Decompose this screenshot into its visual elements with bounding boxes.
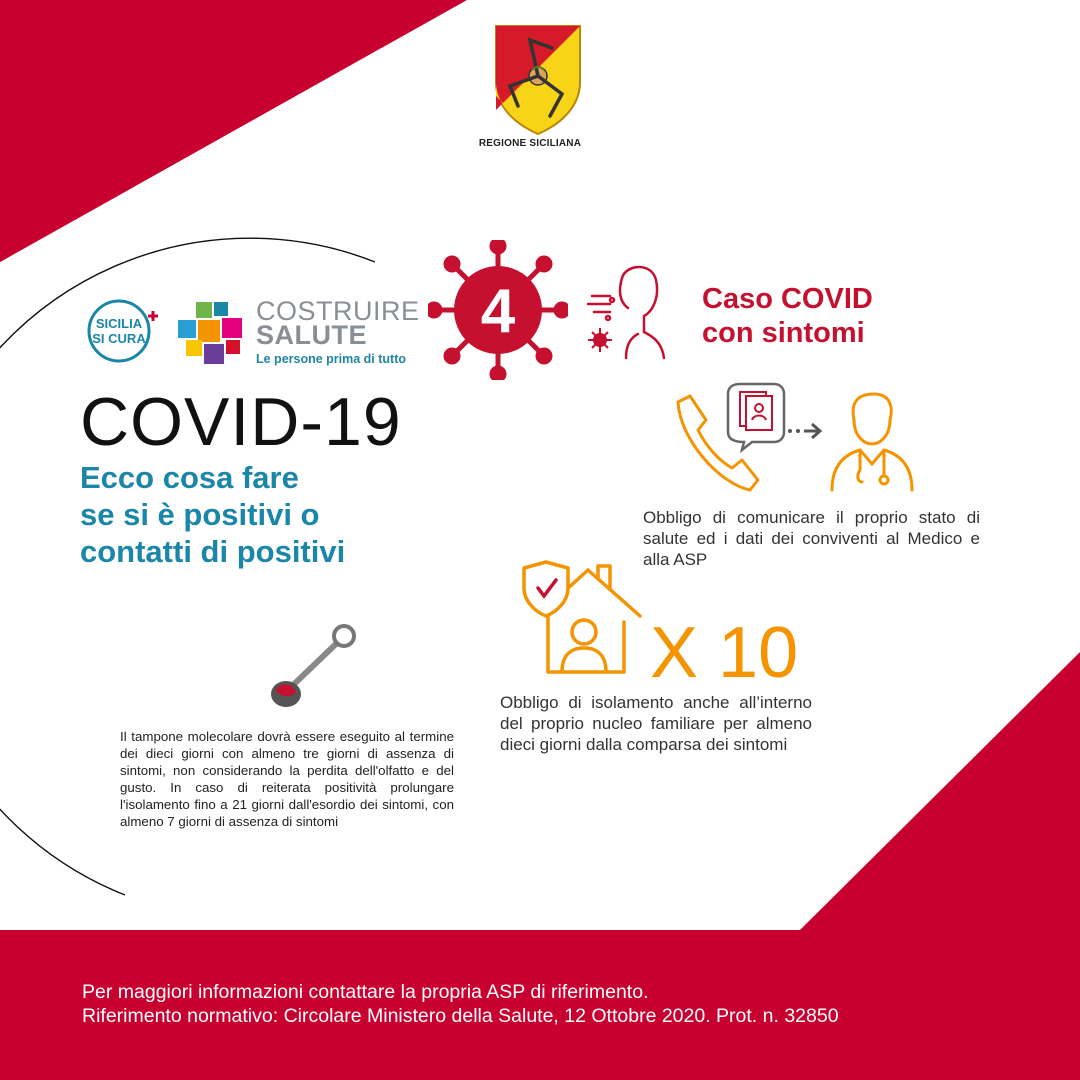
case-title bbox=[702, 282, 873, 350]
subtitle-line-1: Ecco cosa fare bbox=[80, 460, 299, 495]
footer-info-line: Per maggiori informazioni contattare la propria ASP di riferimento. bbox=[82, 981, 649, 1003]
virus-icon bbox=[428, 240, 568, 380]
step-number: 4 bbox=[480, 277, 516, 346]
subtitle-line-3: contatti di positivi bbox=[80, 534, 346, 569]
swab-icon bbox=[262, 620, 362, 716]
costruire-text: COSTRUIRE bbox=[256, 296, 420, 326]
home-isolation-icon bbox=[518, 558, 644, 682]
costruire-tagline: Le persone prima di tutto bbox=[256, 352, 407, 366]
costruire-salute-cubes-icon bbox=[176, 300, 248, 368]
call-doctor-illustration bbox=[662, 380, 922, 496]
coughing-person-icon bbox=[582, 258, 674, 362]
isolation-days-multiplier: X 10 bbox=[650, 613, 799, 693]
arrow-right-icon bbox=[788, 424, 820, 438]
salute-text: SALUTE bbox=[256, 320, 367, 350]
sicilia-si-cura-badge-icon bbox=[86, 298, 164, 364]
case-title-line-1: Caso COVID bbox=[702, 283, 873, 315]
footer-reference-line: Riferimento normativo: Circolare Ministero della Salute, 12 Ottobre 2020. Prot. n. 32850 bbox=[82, 1005, 839, 1027]
region-label: REGIONE SICILIANA bbox=[478, 138, 582, 149]
subtitle-line-2: se si è positivi o bbox=[80, 497, 320, 532]
page-title: COVID-19 bbox=[80, 384, 402, 460]
case-title-line-2: con sintomi bbox=[702, 317, 865, 349]
obligation-isolation-text: Obbligo di isolamento anche all’interno del proprio nucleo familiare per almeno dieci giorni dalla comparsa dei sintomi bbox=[500, 693, 812, 754]
document-bubble-icon bbox=[728, 384, 784, 450]
doctor-icon bbox=[832, 394, 912, 490]
subtitle bbox=[80, 459, 345, 570]
swab-note: Il tampone molecolare dovrà essere eseguito al termine dei dieci giorni con almeno tre giorni di assenza di sintomi, non considerando la perdita dell'olfatto e del gusto. In caso di reiterata positività prolungare l'isolamento fino a 21 giorni dall'esordio dei sintomi, con almeno 7 giorni di assenza di sintomi bbox=[120, 729, 454, 829]
virus-step-badge bbox=[428, 240, 568, 380]
sicilia-si-cura-logo bbox=[86, 298, 152, 364]
obligation-communicate-text: Obbligo di comunicare il proprio stato di salute ed i dati dei conviventi al Medico e alla ASP bbox=[643, 508, 980, 569]
sicilia-text: SICILIA bbox=[95, 316, 143, 331]
coat-of-arms-icon bbox=[490, 20, 586, 136]
si-cura-text: SI CURA bbox=[92, 331, 146, 346]
